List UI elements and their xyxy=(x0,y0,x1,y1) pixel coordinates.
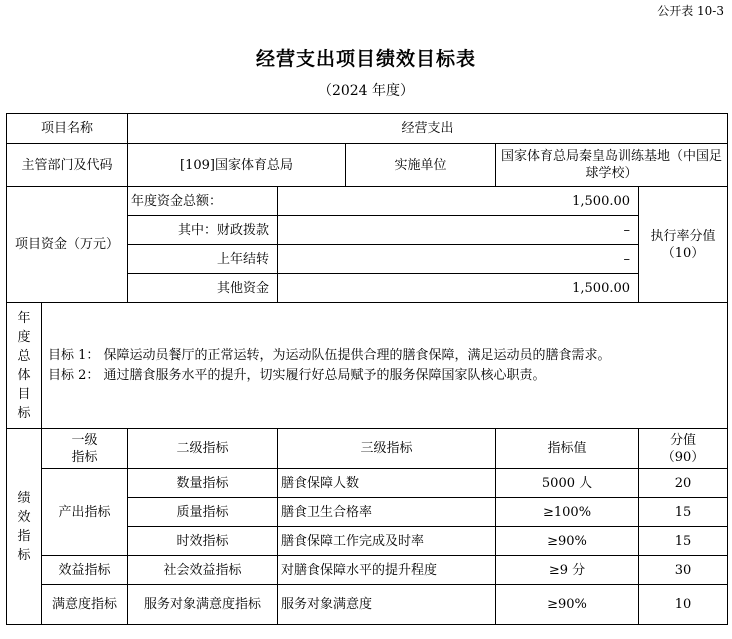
funds-total-label: 年度资金总额： xyxy=(128,187,278,216)
funds-other-value: 1,500.00 xyxy=(278,274,639,303)
performance-table xyxy=(6,113,728,625)
level3-cell: 膳食保障人数 xyxy=(278,469,496,498)
goals-label xyxy=(7,303,42,429)
header-score-text: 分值（90） xyxy=(661,432,705,465)
level2-cell: 时效指标 xyxy=(128,527,278,556)
indicator-value-cell: ≥90% xyxy=(496,527,639,556)
indicator-value-cell: ≥9 分 xyxy=(496,556,639,585)
header-score xyxy=(639,429,728,469)
table-row xyxy=(7,556,728,585)
indicator-value-cell: ≥100% xyxy=(496,498,639,527)
funds-total-value: 1,500.00 xyxy=(278,187,639,216)
goal-2: 目标 2： 通过膳食服务水平的提升，切实履行好总局赋予的服务保障国家队核心职责。 xyxy=(48,367,546,383)
level3-cell: 膳食卫生合格率 xyxy=(278,498,496,527)
level2-cell: 数量指标 xyxy=(128,469,278,498)
goal-1: 目标 1： 保障运动员餐厅的正常运转，为运动队伍提供合理的膳食保障，满足运动员的膳食需求。 xyxy=(48,347,611,363)
row-goals xyxy=(7,303,728,429)
indicator-value-cell: ≥90% xyxy=(496,585,639,625)
header-level3: 三级指标 xyxy=(278,429,496,469)
goals-content xyxy=(42,303,728,429)
funds-carryover-value: – xyxy=(278,245,639,274)
satisfaction-indicator-text: 满意度指标 xyxy=(51,597,117,612)
score-cell: 15 xyxy=(639,527,728,556)
benefit-indicator-label: 效益指标 xyxy=(42,556,128,585)
impl-value: 国家体育总局秦皇岛训练基地（中国足球学校） xyxy=(496,144,728,187)
level3-cell: 膳食保障工作完成及时率 xyxy=(278,527,496,556)
satisfaction-indicator-label xyxy=(42,585,128,625)
goals-label-text: 年度总体目标 xyxy=(17,310,31,421)
header-level2: 二级指标 xyxy=(128,429,278,469)
score-cell: 10 xyxy=(639,585,728,625)
impl-label: 实施单位 xyxy=(346,144,496,187)
level2-cell: 社会效益指标 xyxy=(128,556,278,585)
score-cell: 15 xyxy=(639,498,728,527)
indicators-label-text: 绩效指标 xyxy=(17,490,31,563)
execution-score-label: 执行率分值（10） xyxy=(639,187,728,303)
level2-cell: 服务对象满意度指标 xyxy=(128,585,278,625)
year-subtitle: （2024 年度） xyxy=(317,83,415,99)
table-row xyxy=(7,469,728,498)
row-indicator-headers xyxy=(7,429,728,469)
indicator-value-cell: 5000 人 xyxy=(496,469,639,498)
funds-other-label: 其他资金 xyxy=(128,274,278,303)
output-indicator-label: 产出指标 xyxy=(42,469,128,556)
indicators-label xyxy=(7,429,42,625)
project-name-label: 项目名称 xyxy=(7,114,128,144)
funds-label: 项目资金（万元） xyxy=(7,187,128,303)
page-title: 经营支出项目绩效目标表 xyxy=(255,48,476,70)
form-code: 公开表 10-3 xyxy=(657,4,724,18)
level2-cell: 质量指标 xyxy=(128,498,278,527)
project-name-value: 经营支出 xyxy=(128,114,728,144)
header-value: 指标值 xyxy=(496,429,639,469)
row-department xyxy=(7,144,728,187)
header-level1-text: 一级指标 xyxy=(71,432,98,465)
header-level1 xyxy=(42,429,128,469)
level3-cell: 对膳食保障水平的提升程度 xyxy=(278,556,496,585)
funds-fiscal-label: 其中：财政拨款 xyxy=(128,216,278,245)
row-funds-total xyxy=(7,187,728,216)
dept-label: 主管部门及代码 xyxy=(7,144,128,187)
dept-value: [109]国家体育总局 xyxy=(128,144,346,187)
score-cell: 30 xyxy=(639,556,728,585)
row-project-name xyxy=(7,114,728,144)
funds-fiscal-value: – xyxy=(278,216,639,245)
score-cell: 20 xyxy=(639,469,728,498)
level3-cell: 服务对象满意度 xyxy=(278,585,496,625)
table-row xyxy=(7,585,728,625)
funds-carryover-label: 上年结转 xyxy=(128,245,278,274)
